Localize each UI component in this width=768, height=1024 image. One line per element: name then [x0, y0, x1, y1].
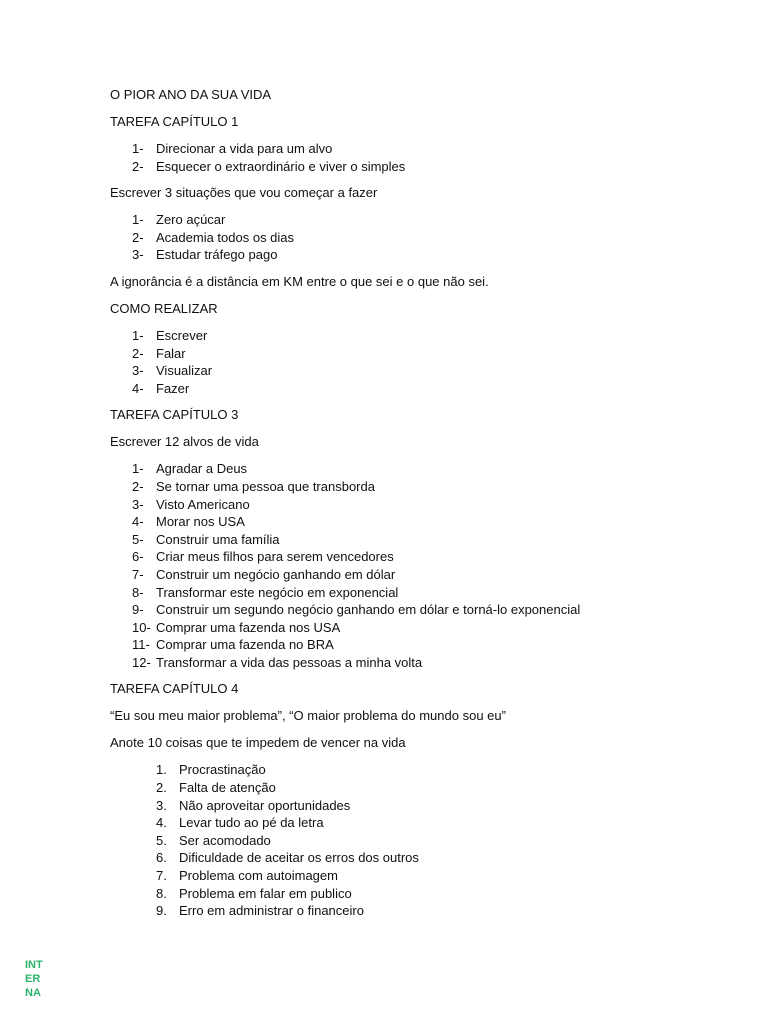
classification-label-line: ER: [25, 973, 41, 985]
list-item: [110, 814, 710, 832]
list-item: [110, 362, 710, 380]
list-item: [110, 832, 710, 850]
task3-heading: TAREFA CAPÍTULO 3: [110, 407, 239, 423]
list-item-text: Falar: [156, 345, 186, 361]
list-item-text: Construir um negócio ganhando em dólar: [156, 566, 396, 582]
list-item-number: 5.: [156, 832, 167, 848]
document-body: [110, 86, 710, 920]
list-item: [110, 496, 710, 514]
list-item-text: Problema em falar em publico: [179, 885, 352, 901]
list-item-text: Estudar tráfego pago: [156, 247, 278, 263]
list-item-text: Comprar uma fazenda no BRA: [156, 637, 334, 653]
document-title: O PIOR ANO DA SUA VIDA: [110, 87, 272, 102]
list-item-number: 9.: [156, 903, 167, 919]
list-item: [110, 885, 710, 903]
how-list: [110, 327, 710, 397]
list-item-text: Levar tudo ao pé da letra: [179, 815, 324, 831]
list-item-number: 4.: [156, 815, 167, 831]
list-item-number: 2-: [132, 345, 144, 361]
list-item-text: Se tornar uma pessoa que transborda: [156, 478, 375, 494]
list-item-number: 3-: [132, 496, 144, 512]
list-item: [110, 636, 710, 654]
list-item-number: 8.: [156, 885, 167, 901]
list-item-text: Escrever: [156, 327, 208, 343]
list-item: [110, 158, 710, 176]
list-item: [110, 513, 710, 531]
how-heading: COMO REALIZAR: [110, 300, 218, 316]
list-item-number: 2.: [156, 780, 167, 796]
list-item-number: 1.: [156, 762, 167, 778]
list-item-number: 8-: [132, 584, 144, 600]
list-item: [110, 548, 710, 566]
list-item-number: 7-: [132, 566, 144, 582]
list-item-number: 2-: [132, 158, 144, 174]
list-item-text: Visualizar: [156, 363, 213, 379]
list-item-number: 3-: [132, 247, 144, 263]
list-item: [110, 246, 710, 264]
list-item: [110, 619, 710, 637]
list-item-text: Transformar a vida das pessoas a minha volta: [156, 654, 423, 670]
list-item-number: 7.: [156, 868, 167, 884]
list-item-number: 3.: [156, 797, 167, 813]
list-item-number: 5-: [132, 531, 144, 547]
list-item-text: Dificuldade de aceitar os erros dos outros: [179, 850, 419, 866]
list-item-text: Ser acomodado: [179, 832, 271, 848]
list-item: [110, 531, 710, 549]
list-item-number: 9-: [132, 602, 144, 618]
list-item-text: Fazer: [156, 380, 190, 396]
ignorance-quote: A ignorância é a distância em KM entre o que sei e o que não sei.: [110, 273, 489, 289]
task3-goals-list: [110, 460, 710, 671]
list-item-text: Criar meus filhos para serem vencedores: [156, 549, 394, 565]
list-item: [110, 229, 710, 247]
list-item: [110, 849, 710, 867]
list-item-text: Agradar a Deus: [156, 461, 248, 477]
list-item: [110, 867, 710, 885]
list-item: [110, 327, 710, 345]
list-item-text: Morar nos USA: [156, 514, 245, 530]
list-item-number: 6.: [156, 850, 167, 866]
list-item-number: 4-: [132, 380, 144, 396]
task1-list: [110, 140, 710, 175]
list-item-number: 1-: [132, 212, 144, 228]
task4-quote: “Eu sou meu maior problema”, “O maior problema do mundo sou eu”: [110, 708, 506, 724]
list-item: [110, 478, 710, 496]
list-item-number: 10-: [132, 619, 151, 635]
list-item-text: Erro em administrar o financeiro: [179, 903, 364, 919]
list-item-text: Procrastinação: [179, 762, 266, 778]
list-item-text: Problema com autoimagem: [179, 868, 338, 884]
list-item-number: 3-: [132, 363, 144, 379]
list-item-text: Comprar uma fazenda nos USA: [156, 619, 341, 635]
list-item: [110, 211, 710, 229]
task1-heading: TAREFA CAPÍTULO 1: [110, 114, 239, 129]
list-item-number: 6-: [132, 549, 144, 565]
list-item: [110, 761, 710, 779]
list-item-text: Construir uma família: [156, 531, 280, 547]
list-item-text: Academia todos os dias: [156, 229, 295, 245]
list-item: [110, 584, 710, 602]
list-item-text: Zero açúcar: [156, 212, 226, 228]
list-item-number: 4-: [132, 514, 144, 530]
list-item: [110, 345, 710, 363]
classification-label-line: INT: [25, 959, 43, 971]
list-item-text: Não aproveitar oportunidades: [179, 797, 351, 813]
list-item: [110, 380, 710, 398]
list-item-number: 2-: [132, 229, 144, 245]
list-item-text: Visto Americano: [156, 496, 250, 512]
list-item: [110, 654, 710, 672]
list-item-text: Esquecer o extraordinário e viver o simples: [156, 158, 406, 174]
list-item: [110, 797, 710, 815]
task4-obstacles-list: [110, 761, 710, 919]
list-item: [110, 140, 710, 158]
list-item-number: 12-: [132, 654, 151, 670]
list-item-number: 1-: [132, 327, 144, 343]
list-item: [110, 601, 710, 619]
classification-label: [25, 958, 43, 1000]
list-item-number: 11-: [132, 637, 150, 653]
task3-subheading: Escrever 12 alvos de vida: [110, 434, 259, 450]
list-item: [110, 902, 710, 920]
list-item-number: 2-: [132, 478, 144, 494]
list-item-text: Direcionar a vida para um alvo: [156, 141, 333, 156]
list-item-number: 1-: [132, 461, 144, 477]
list-item-text: Construir um segundo negócio ganhando em dólar e torná-lo exponencial: [156, 602, 581, 618]
list-item: [110, 779, 710, 797]
list-item-text: Falta de atenção: [179, 780, 276, 796]
task4-subheading: Anote 10 coisas que te impedem de vencer na vida: [110, 735, 406, 751]
situations-list: [110, 211, 710, 264]
list-item-number: 1-: [132, 141, 144, 156]
classification-label-line: NA: [25, 987, 41, 999]
situations-heading: Escrever 3 situações que vou começar a fazer: [110, 185, 378, 201]
task4-heading: TAREFA CAPÍTULO 4: [110, 681, 239, 697]
list-item: [110, 460, 710, 478]
list-item: [110, 566, 710, 584]
list-item-text: Transformar este negócio em exponencial: [156, 584, 399, 600]
